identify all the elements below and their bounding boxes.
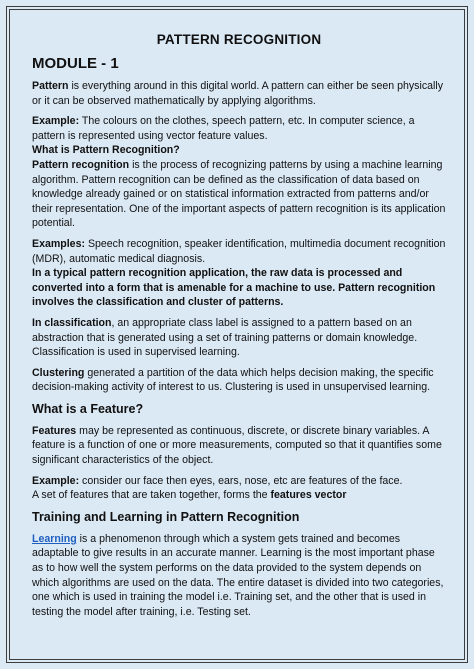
term-features-vector: features vector <box>270 489 347 502</box>
paragraph-classification <box>32 316 446 360</box>
page-border <box>9 9 465 660</box>
question-text: What is Pattern Recognition? <box>32 144 180 157</box>
paragraph-text: A set of features that are taken together, forms the <box>32 489 271 502</box>
term-pattern-recognition: Pattern recognition <box>32 158 130 171</box>
paragraph-text: The colours on the clothes, speech pattern, etc. In computer science, a pattern is represented using vector feature values. <box>32 115 415 142</box>
paragraph-text: , an appropriate class label is assigned to a pattern based on an abstraction that is generated using a set of training patterns or domain knowledge. Classification is used in supervised learning. <box>32 316 418 359</box>
learning-link[interactable]: Learning <box>32 532 77 545</box>
term-classification: In classification <box>32 316 112 329</box>
paragraph-pattern <box>32 79 446 108</box>
training-heading: Training and Learning in Pattern Recognition <box>32 509 300 524</box>
paragraph-face-example <box>32 474 446 489</box>
term-example: Example: <box>32 115 80 128</box>
paragraph-learning <box>32 532 446 620</box>
feature-heading: What is a Feature? <box>32 401 144 416</box>
term-examples: Examples: <box>32 237 85 250</box>
term-pattern: Pattern <box>32 80 69 92</box>
paragraph-text: generated a partition of the data which helps decision making, the specific decision-making activity of interest to us. Clustering is used in unsupervised learning. <box>32 366 434 394</box>
paragraph-text: is the process of recognizing patterns by using a machine learning algorithm. Pattern recognition can be defined as the classification of data based on knowledge already gained or on statistical information extracted from patterns and/or their representation. One of the important aspects of pattern recognition is its application potential. <box>32 158 446 230</box>
paragraph-text: may be represented as continuous, discrete, or discrete binary variables. A feature is a function of one or more measurements, computed so that it quantifies some significant characteristics of the object. <box>32 424 442 467</box>
paragraph-clustering <box>32 366 446 395</box>
paragraph-text: consider our face then eyes, ears, nose, etc are features of the face. <box>79 474 403 487</box>
paragraph-features <box>32 424 446 468</box>
term-example: Example: <box>32 474 80 487</box>
question-heading <box>32 143 446 158</box>
term-clustering: Clustering <box>32 366 85 379</box>
paragraph-example <box>32 114 446 143</box>
term-features: Features <box>32 424 77 437</box>
paragraph-examples <box>32 237 446 266</box>
document-page <box>6 6 468 663</box>
paragraph-text: In a typical pattern recognition application, the raw data is processed and converted into a form that is amenable for a machine to use. Pattern recognition involves the classification and cluster of patterns. <box>32 267 436 309</box>
paragraph-text: Speech recognition, speaker identification, multimedia document recognition (MDR), automatic medical diagnosis. <box>32 237 446 265</box>
paragraph-features-vector <box>32 488 446 503</box>
paragraph-typical-application <box>32 266 446 310</box>
paragraph-text: is a phenomenon through which a system gets trained and becomes adaptable to give results in an accurate manner. Learning is the most important phase as to how well the system performs on the data provided to the system depends on which algorithms are used on the data. The entire dataset is divided into two categories, one which is used in training the model i.e. Training set, and the other that is used in testing the model after training, i.e. Testing set. <box>32 532 444 618</box>
paragraph-text: is everything around in this digital world. A pattern can either be seen physically or it can be observed mathematically by applying algorithms. <box>32 80 444 107</box>
module-heading: MODULE - 1 <box>32 55 119 72</box>
paragraph-pattern-recognition <box>32 158 446 231</box>
document-title: PATTERN RECOGNITION <box>156 32 322 47</box>
